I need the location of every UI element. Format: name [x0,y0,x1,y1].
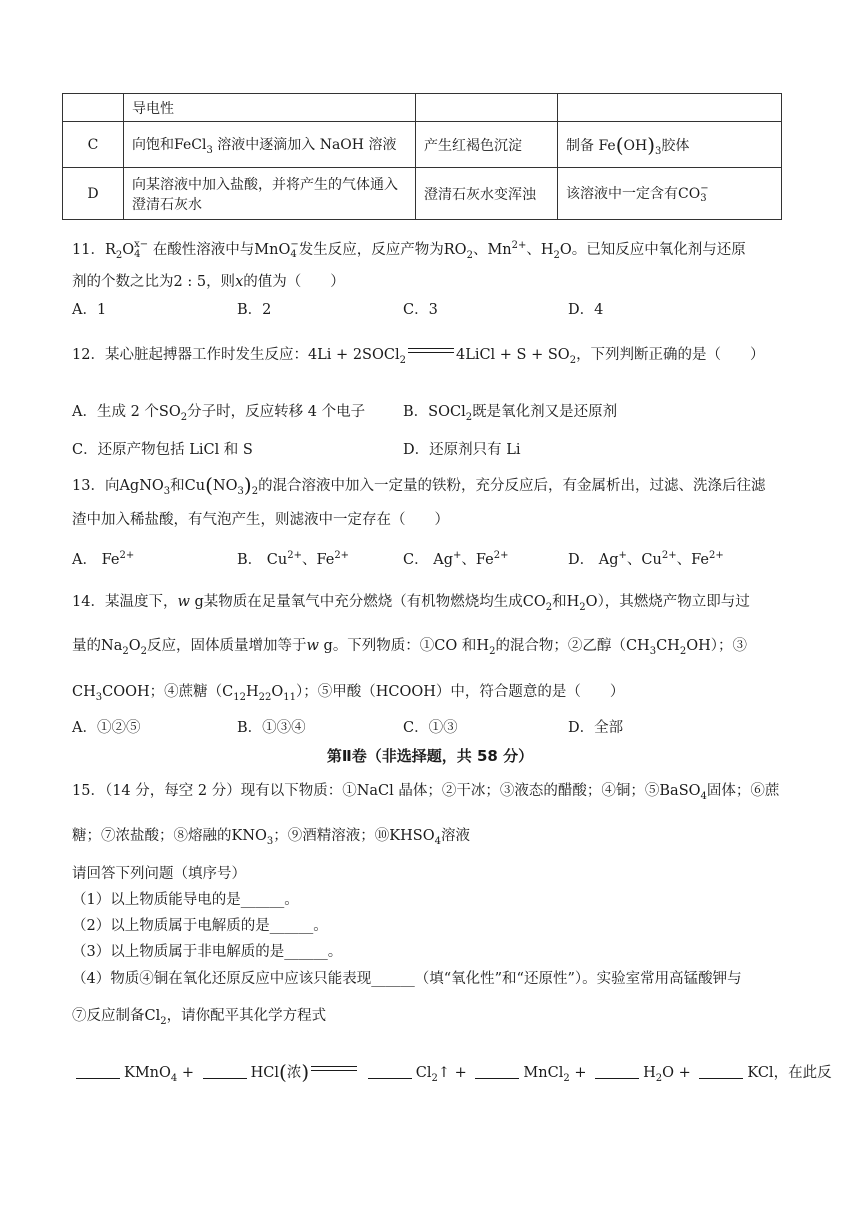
option-a[interactable]: A． $Fe^{2+}$ [72,550,135,568]
coefficient-blank[interactable] [699,1064,743,1079]
question-12: 12．某心脏起搏器工作时发生反应：4Li + 2SOCl$_2$ 4LiCl + $S + SO_2$，下列判断正确的是（ ） [72,347,765,366]
table-row [63,122,782,168]
option-b[interactable]: B． $Cu^{2+}$、$Fe^{2+}$ [237,550,350,568]
table-cell: 导电性 [124,94,416,122]
table-cell: 向饱和FeCl$_3$ 溶液中逐滴加入 NaOH 溶液 [124,122,416,168]
option-b[interactable]: B．①③④ [237,720,306,736]
question-14-line2: 量的$Na_2O_2$反应，固体质量增加等于w g。下列物质：①CO 和$H_2$的混合物；②乙醇$(CH_3CH_2OH)$；③ [72,638,747,657]
row-label: C [63,122,124,168]
sub-question-4-line2: ⑦反应制备$Cl_2$，请你配平其化学方程式 [72,1008,327,1027]
reaction-equals-sign [408,346,454,356]
sub-question-1: （1）以上物质能导电的是______。 [72,892,299,908]
table-cell: 澄清石灰水变浑浊 [416,168,558,220]
option-d[interactable]: D．4 [568,302,604,318]
option-a[interactable]: A．①②⑤ [72,720,141,736]
coefficient-blank[interactable] [368,1064,412,1079]
question-15: 15．（14 分，每空 2 分）现有以下物质：①NaCl 晶体；②干冰；③液态的醋酸；④铜；⑤BaSO$_4$固体；⑥蔗 [72,783,780,802]
coefficient-blank[interactable] [76,1064,120,1079]
section-heading: 第Ⅱ卷（非选择题，共 58 分） [326,747,534,765]
option-c[interactable]: C． Ag+、$Fe^{2+}$ [403,550,509,568]
sub-question-2: （2）以上物质属于电解质的是______。 [72,918,328,934]
option-c[interactable]: C．①③ [403,720,458,736]
table-cell [558,94,782,122]
table-cell: 该溶液中一定含有CO − 3 [558,168,782,220]
table-row [63,94,782,122]
option-d[interactable]: D．还原剂只有 Li [403,442,521,458]
question-13-line2: 渣中加入稀盐酸，有气泡产生，则滤液中一定存在（ ） [72,512,449,528]
sub-question-3: （3）以上物质属于非电解质的是______。 [72,944,343,960]
option-b[interactable]: B．SOCl$_2$既是氧化剂又是还原剂 [403,404,618,423]
option-d[interactable]: D．全部 [568,720,624,736]
question-11-line2: 剂的个数之比为2 : 5，则x的值为（ ） [72,274,345,290]
instructions: 请回答下列问题（填序号） [72,866,246,882]
sub-question-4: （4）物质④铜在氧化还原反应中应该只能表现______（填“氧化性”和“还原性”）。实验室常用高锰酸钾与 [72,971,742,987]
question-11: 11．$R_2O$ x− 4 在酸性溶液中与MnO − 4 发生反应，反应产物为$RO_2$、$Mn^{2+}$、$H_2O$。已知反应中氧化剂与还原 [72,239,746,261]
table-cell: 向某溶液中加入盐酸，并将产生的气体通入 澄清石灰水 [124,168,416,220]
table-cell [416,94,558,122]
option-b[interactable]: B．2 [237,302,272,318]
table-cell: 制备 $Fe(OH)_3$胶体 [558,122,782,168]
answer-table [62,93,782,220]
option-c[interactable]: C．3 [403,302,438,318]
table-row [63,168,782,220]
gas-arrow-icon: ↑ [437,1065,451,1081]
coefficient-blank[interactable] [203,1064,247,1079]
question-15-line2: 糖；⑦浓盐酸；⑧熔融的$KNO_3$；⑨酒精溶液；$⑩KHSO_4$溶液 [72,828,470,847]
question-13: 13．向AgNO$_3$和$Cu(NO_3)_2$的混合溶液中加入一定量的铁粉，充分反应后，有金属析出，过滤、洗涤后往滤 [72,473,766,497]
table-cell: 产生红褐色沉淀 [416,122,558,168]
option-a[interactable]: A．1 [72,302,107,318]
reaction-equals-sign [311,1064,357,1074]
coefficient-blank[interactable] [475,1064,519,1079]
balance-equation: KMnO$_4$ + HCl(浓) $Cl_2↑$ + MnCl$_2$ + $H_2O$ + KCl，在此反 [72,1062,832,1089]
table-cell [63,94,124,122]
coefficient-blank[interactable] [595,1064,639,1079]
option-a[interactable]: A．生成 2 个$SO_2$分子时，反应转移 4 个电子 [72,404,366,423]
row-label: D [63,168,124,220]
question-14-line3: $CH_3COOH$；④蔗糖$(C_{12}H_{22}O_{11})$；⑤甲酸（HCOOH）中，符合题意的是（ ） [72,684,625,703]
option-d[interactable]: D． Ag+、$Cu^{2+}$、$Fe^{2+}$ [568,550,724,568]
question-14: 14．某温度下，w g某物质在足量氧气中充分燃烧（有机物燃烧均生成$CO_2$和$H_2O$），其燃烧产物立即与过 [72,594,750,613]
option-c[interactable]: C．还原产物包括 LiCl 和 S [72,442,253,458]
